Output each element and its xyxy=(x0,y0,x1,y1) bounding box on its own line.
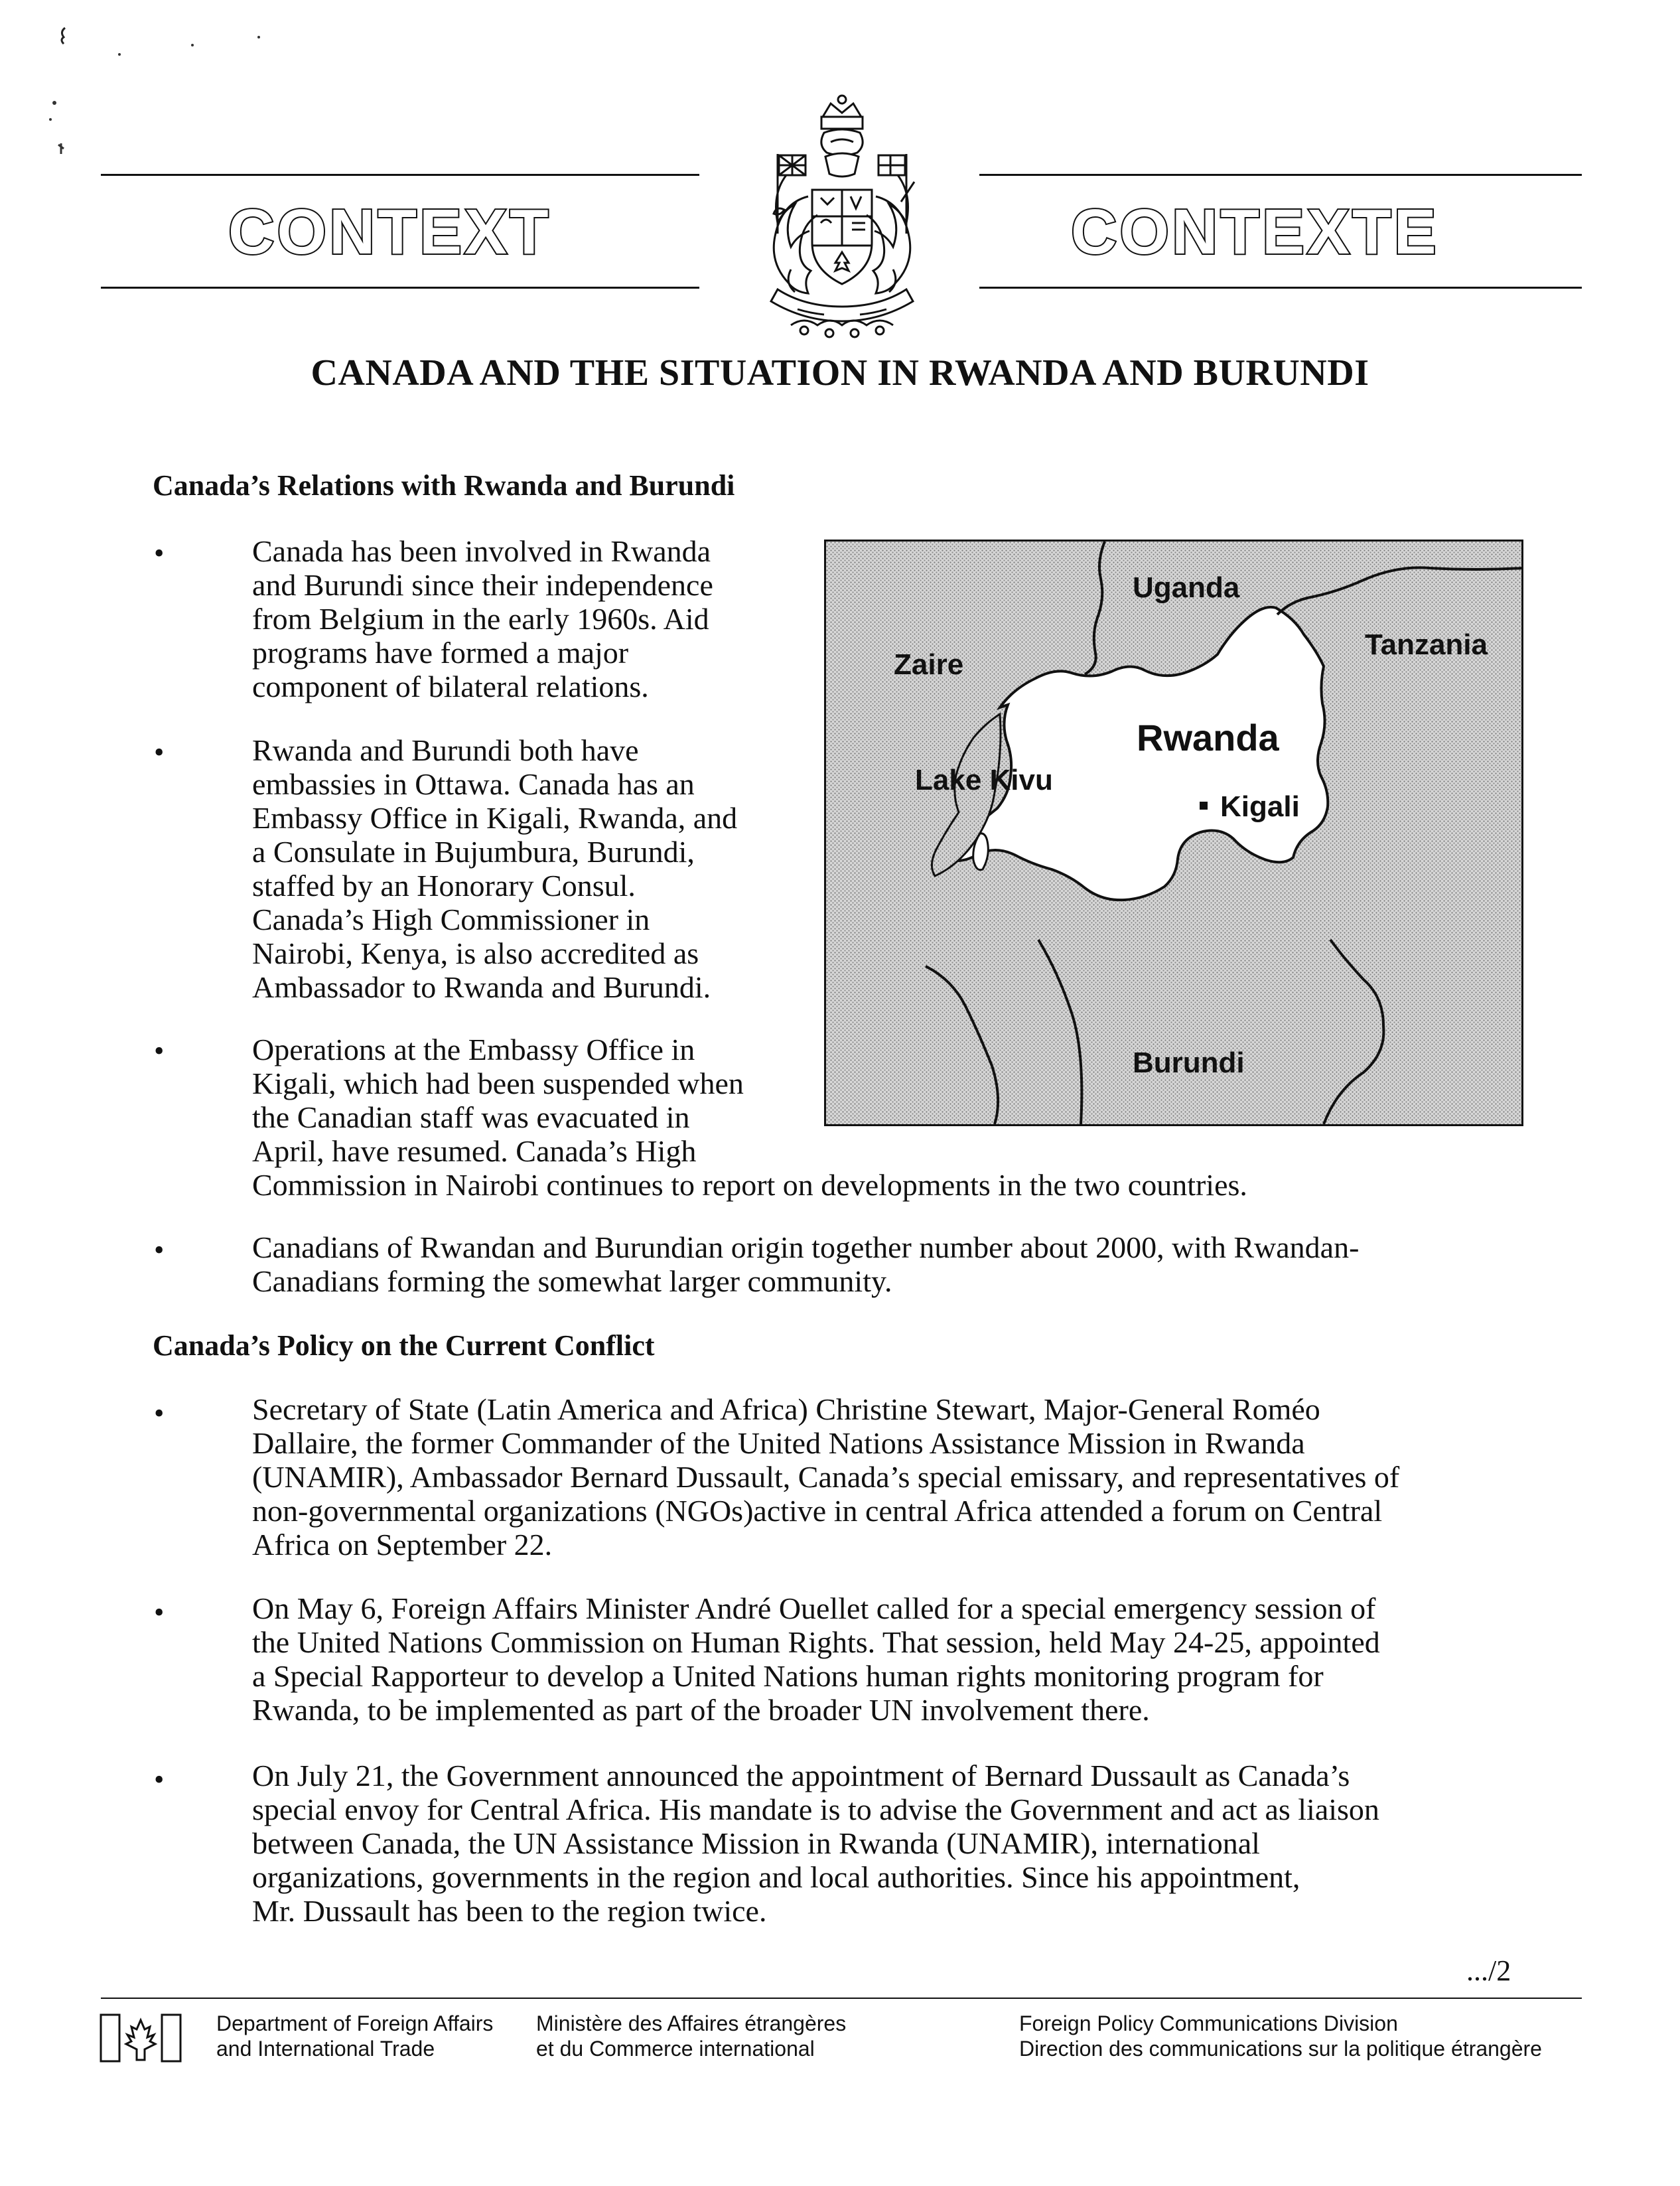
paragraph-line: a Special Rapporteur to develop a United Nations human rights monitoring program for xyxy=(252,1659,1324,1693)
paragraph-line: the Canadian staff was evacuated in xyxy=(252,1100,690,1134)
paragraph-line: special envoy for Central Africa. His mandate is to advise the Government and act as liaison xyxy=(252,1792,1379,1826)
bullet-paragraph xyxy=(252,1759,1379,1928)
bullet-marker: • xyxy=(154,1035,165,1067)
section-heading-relations: Canada’s Relations with Rwanda and Burundi xyxy=(153,469,735,502)
paragraph-line: Canada’s High Commissioner in xyxy=(252,903,650,936)
paragraph-line: Africa on September 22. xyxy=(252,1528,553,1562)
context-word-english: CONTEXT xyxy=(228,196,551,267)
footer-rule xyxy=(101,1998,1582,1999)
map-label-uganda: Uganda xyxy=(1133,571,1240,604)
footer-line: et du Commerce international xyxy=(536,2037,815,2061)
bullet-marker: • xyxy=(154,736,165,768)
paragraph-line: April, have resumed. Canada’s High xyxy=(252,1134,697,1168)
paragraph-line: Rwanda, to be implemented as part of the broader UN involvement there. xyxy=(252,1693,1150,1727)
section-heading-policy: Canada’s Policy on the Current Conflict xyxy=(153,1329,655,1362)
footer-line: Ministère des Affaires étrangères xyxy=(536,2011,847,2035)
map-label-lake-kivu: Lake Kivu xyxy=(915,764,1053,796)
paragraph-line: from Belgium in the early 1960s. Aid xyxy=(252,602,709,636)
bullet-paragraph xyxy=(252,1392,1399,1562)
paragraph-line: Commission in Nairobi continues to report on developments in the two countries. xyxy=(252,1168,1247,1202)
paragraph-line: On July 21, the Government announced the appointment of Bernard Dussault as Canada’s xyxy=(252,1759,1350,1792)
header-rule-right-top xyxy=(979,174,1582,176)
paragraph-line: the United Nations Commission on Human Rights. That session, held May 24-25, appointed xyxy=(252,1625,1380,1659)
rwanda-region-map xyxy=(824,540,1523,1126)
paragraph-line: and Burundi since their independence xyxy=(252,568,713,602)
bullet-marker: • xyxy=(154,1234,165,1266)
paragraph-line: Kigali, which had been suspended when xyxy=(252,1066,744,1100)
paragraph-line: non-governmental organizations (NGOs)active in central Africa attended a forum on Central xyxy=(252,1494,1383,1528)
paragraph-line: Rwanda and Burundi both have xyxy=(252,733,639,767)
header-rule-left-top xyxy=(101,174,699,176)
page-continuation-marker: .../2 xyxy=(1466,1954,1511,1987)
paragraph-line: Embassy Office in Kigali, Rwanda, and xyxy=(252,801,738,835)
paragraph-line: Canada has been involved in Rwanda xyxy=(252,534,711,568)
footer-line: Direction des communications sur la politique étrangère xyxy=(1019,2037,1542,2061)
bullet-paragraph xyxy=(252,733,737,1004)
paragraph-line: embassies in Ottawa. Canada has an xyxy=(252,767,695,801)
map-label-burundi: Burundi xyxy=(1133,1047,1245,1079)
paragraph-line: a Consulate in Bujumbura, Burundi, xyxy=(252,835,695,869)
bullet-marker: • xyxy=(154,537,165,569)
map-label-kigali: Kigali xyxy=(1220,790,1300,823)
paragraph-line: Canadians forming the somewhat larger community. xyxy=(252,1264,892,1298)
paragraph-line: (UNAMIR), Ambassador Bernard Dussault, Canada’s special emissary, and representatives of xyxy=(252,1460,1400,1494)
paragraph-line: Canadians of Rwandan and Burundian origin together number about 2000, with Rwandan- xyxy=(252,1230,1360,1264)
footer-department-english xyxy=(216,2011,493,2061)
paragraph-line: Ambassador to Rwanda and Burundi. xyxy=(252,970,711,1004)
paragraph-line: component of bilateral relations. xyxy=(252,670,649,703)
map-label-zaire: Zaire xyxy=(894,648,964,681)
bullet-marker: • xyxy=(154,1596,165,1629)
map-label-tanzania: Tanzania xyxy=(1365,628,1488,661)
kigali-marker-icon xyxy=(1200,802,1208,810)
document-title: CANADA AND THE SITUATION IN RWANDA AND BURUNDI xyxy=(311,352,1369,394)
paragraph-line: Secretary of State (Latin America and Africa) Christine Stewart, Major-General Roméo xyxy=(252,1392,1320,1426)
bullet-marker: • xyxy=(154,1397,165,1429)
scan-marks xyxy=(40,13,318,159)
paragraph-line: On May 6, Foreign Affairs Minister André Ouellet called for a special emergency session of xyxy=(252,1591,1376,1625)
footer-line: and International Trade xyxy=(216,2037,435,2061)
header-rule-right-bottom xyxy=(979,287,1582,289)
paragraph-line: Mr. Dussault has been to the region twice. xyxy=(252,1894,767,1928)
map-label-rwanda: Rwanda xyxy=(1137,717,1279,759)
bullet-paragraph xyxy=(252,534,713,703)
paragraph-line: staffed by an Honorary Consul. xyxy=(252,869,636,903)
paragraph-line: Nairobi, Kenya, is also accredited as xyxy=(252,936,699,970)
bullet-marker: • xyxy=(154,1763,165,1796)
bullet-paragraph xyxy=(252,1230,1359,1298)
footer-line: Foreign Policy Communications Division xyxy=(1019,2011,1398,2035)
bullet-paragraph xyxy=(252,1591,1380,1727)
footer-line: Department of Foreign Affairs xyxy=(216,2011,494,2035)
footer-division xyxy=(1019,2011,1542,2061)
paragraph-line: between Canada, the UN Assistance Mission in Rwanda (UNAMIR), international xyxy=(252,1826,1260,1860)
contexte-word-french: CONTEXTE xyxy=(1071,196,1439,267)
canada-coat-of-arms-icon xyxy=(751,90,933,344)
paragraph-line: programs have formed a major xyxy=(252,636,629,670)
footer-department-french xyxy=(536,2011,846,2061)
canada-wordmark-flag-icon xyxy=(100,2011,182,2065)
paragraph-line: Dallaire, the former Commander of the United Nations Assistance Mission in Rwanda xyxy=(252,1426,1305,1460)
paragraph-line: organizations, governments in the region and local authorities. Since his appointment, xyxy=(252,1860,1300,1894)
header-rule-left-bottom xyxy=(101,287,699,289)
paragraph-line: Operations at the Embassy Office in xyxy=(252,1033,695,1066)
